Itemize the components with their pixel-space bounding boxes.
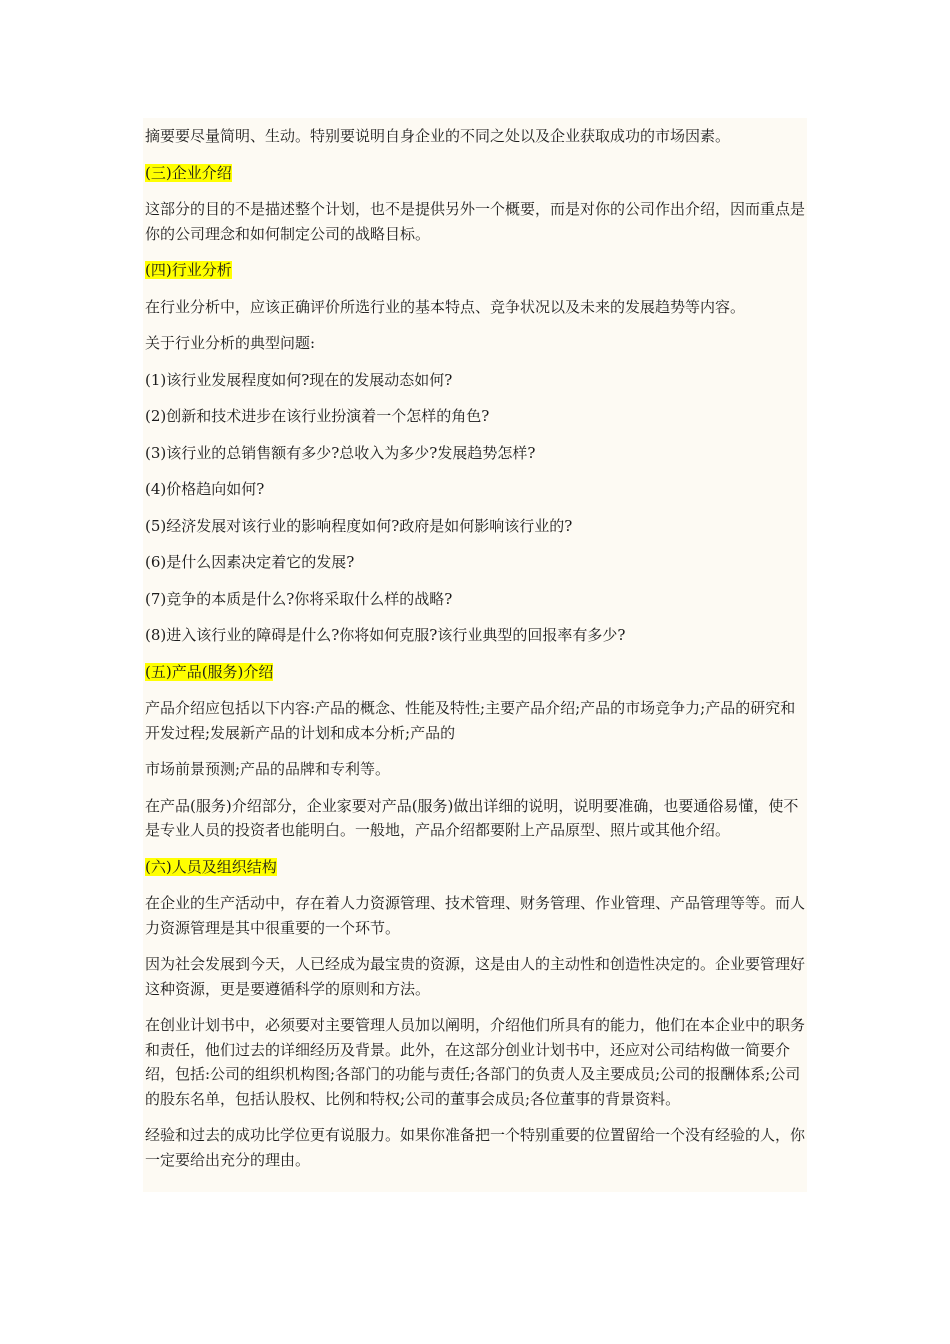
section-heading: (六)人员及组织结构: [145, 857, 277, 876]
section-heading: (四)行业分析: [145, 261, 232, 279]
section-heading: (五)产品(服务)介绍: [145, 662, 274, 681]
list-item: (3)该行业的总销售额有多少?总收入为多少?发展趋势怎样?: [145, 443, 536, 462]
list-item: (1)该行业发展程度如何?现在的发展动态如何?: [145, 370, 453, 389]
paragraph: 因为社会发展到今天，人已经成为最宝贵的资源，这是由人的主动性和创造性决定的。企业要管理好这种资源，更是要遵循科学的原则和方法。: [145, 955, 806, 998]
list-item: (2)创新和技术进步在该行业扮演着一个怎样的角色?: [145, 407, 490, 425]
paragraph: 在创业计划书中，必须要对主要管理人员加以阐明，介绍他们所具有的能力，他们在本企业中的职务和责任，他们过去的详细经历及背景。此外，在这部分创业计划书中，还应对公司结构做一简要介绍，包括:公司的组织机构图;各部门的功能与责任;各部门的负责人及主要成员;公司的报酬体系;公司的股东名单，包括认股权、比例和特权;公司的董事会成员;各位董事的背景资料。: [145, 1016, 806, 1108]
list-item: (5)经济发展对该行业的影响程度如何?政府是如何影响该行业的?: [145, 516, 573, 535]
document-body: [143, 118, 807, 1192]
paragraph: 这部分的目的不是描述整个计划，也不是提供另外一个概要，而是对你的公司作出介绍，因而重点是你的公司理念和如何制定公司的战略目标。: [145, 200, 806, 243]
paragraph: 在产品(服务)介绍部分，企业家要对产品(服务)做出详细的说明，说明要准确，也要通俗易懂，使不是专业人员的投资者也能明白。一般地，产品介绍都要附上产品原型、照片或其他介绍。: [145, 796, 799, 839]
paragraph: 在行业分析中，应该正确评价所选行业的基本特点、竞争状况以及未来的发展趋势等内容。: [145, 297, 746, 316]
paragraph: 在企业的生产活动中，存在着人力资源管理、技术管理、财务管理、作业管理、产品管理等等。而人力资源管理是其中很重要的一个环节。: [145, 894, 806, 937]
paragraph: 市场前景预测;产品的品牌和专利等。: [145, 760, 391, 778]
paragraph: 产品介绍应包括以下内容:产品的概念、性能及特性;主要产品介绍;产品的市场竞争力;产品的研究和开发过程;发展新产品的计划和成本分析;产品的: [145, 699, 796, 742]
section-heading: (三)企业介绍: [145, 163, 232, 182]
paragraph: 摘要要尽量简明、生动。特别要说明自身企业的不同之处以及企业获取成功的市场因素。: [145, 127, 731, 145]
list-item: (6)是什么因素决定着它的发展?: [145, 553, 355, 571]
list-item: (7)竞争的本质是什么?你将采取什么样的战略?: [145, 589, 453, 608]
paragraph: 关于行业分析的典型问题:: [145, 334, 316, 352]
paragraph: 经验和过去的成功比学位更有说服力。如果你准备把一个特别重要的位置留给一个没有经验的人，你一定要给出充分的理由。: [145, 1126, 806, 1169]
list-item: (4)价格趋向如何?: [145, 480, 265, 498]
list-item: (8)进入该行业的障碍是什么?你将如何克服?该行业典型的回报率有多少?: [145, 626, 626, 644]
